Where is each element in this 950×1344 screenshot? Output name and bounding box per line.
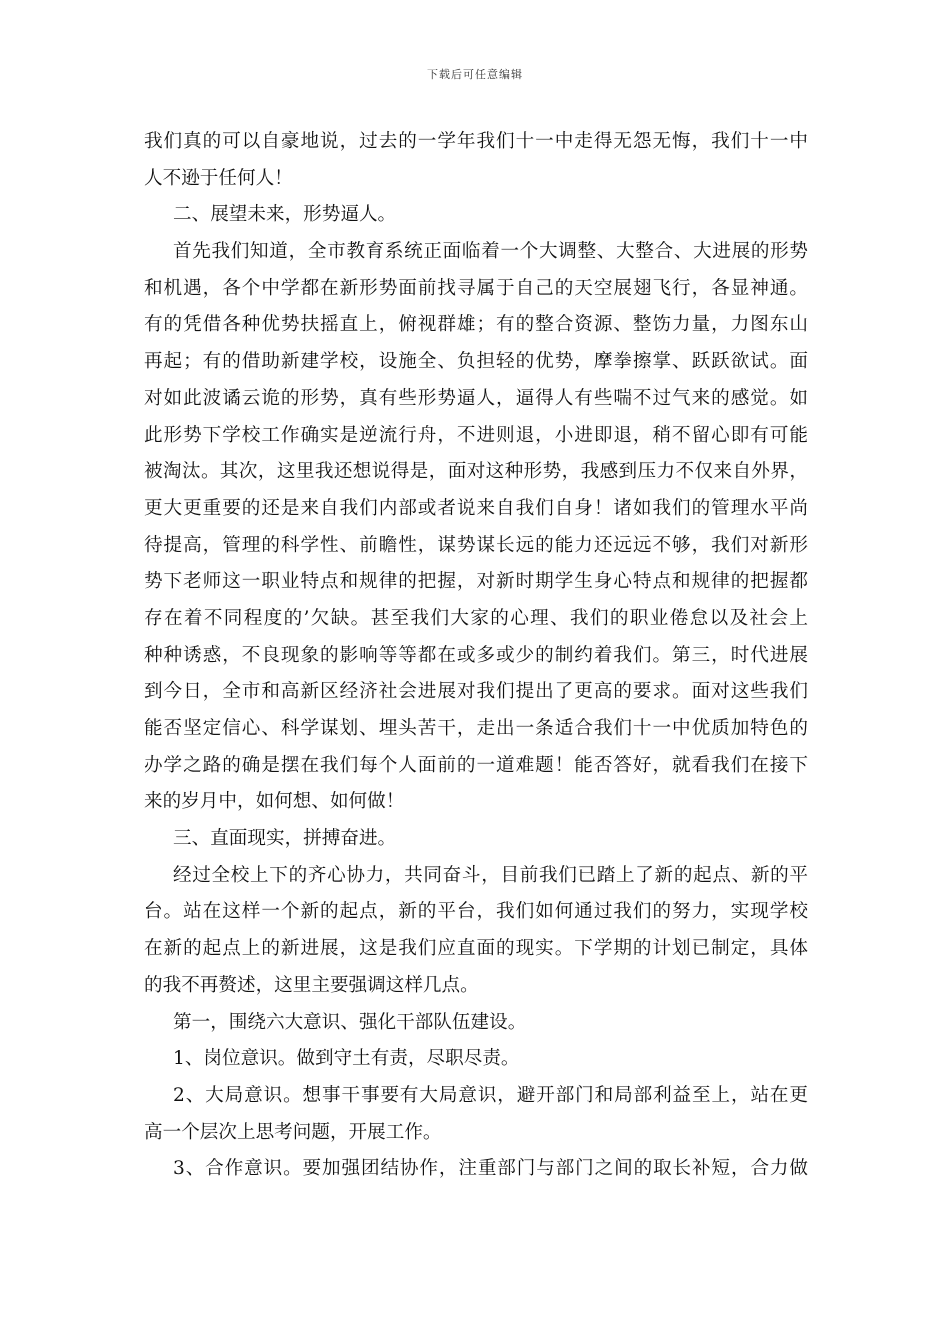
text-line: 人不逊于任何人！ xyxy=(144,167,293,189)
text-line: 被淘汰。其次，这里我还想说得是，面对这种形势，我感到压力不仅来自外界， xyxy=(144,461,808,483)
text-line: 种种诱惑，不良现象的影响等等都在或多或少的制约着我们。第三，时代进展 xyxy=(144,644,808,666)
text-line: 2、大局意识。想事干事要有大局意识，避开部门和局部利益至上，站在更 xyxy=(173,1084,808,1106)
text-line: 办学之路的确是摆在我们每个人面前的一道难题！能否答好，就看我们在接下 xyxy=(144,754,808,776)
text-line: 台。站在这样一个新的起点，新的平台，我们如何通过我们的努力，实现学校 xyxy=(144,901,808,923)
text-line: 此形势下学校工作确实是逆流行舟，不进则退，小进即退，稍不留心即有可能 xyxy=(144,424,808,446)
text-line: 到今日，全市和高新区经济社会进展对我们提出了更高的要求。面对这些我们 xyxy=(144,681,808,703)
text-line: 存在着不同程度的’欠缺。甚至我们大家的心理、我们的职业倦怠以及社会上 xyxy=(144,607,808,629)
document-body xyxy=(144,124,808,1188)
text-line: 经过全校上下的齐心协力，共同奋斗，目前我们已踏上了新的起点、新的平 xyxy=(173,864,808,886)
text-line: 再起；有的借助新建学校，设施全、负担轻的优势，摩拳擦掌、跃跃欲试。面 xyxy=(144,351,808,373)
page-header: 下载后可任意编辑 xyxy=(427,68,523,81)
text-line: 来的岁月中，如何想、如何做！ xyxy=(144,791,405,813)
text-line: 第一，围绕六大意识、强化干部队伍建设。 xyxy=(173,1011,527,1033)
text-line: 首先我们知道，全市教育系统正面临着一个大调整、大整合、大进展的形势 xyxy=(173,241,808,263)
text-line: 更大更重要的还是来自我们内部或者说来自我们自身！诸如我们的管理水平尚 xyxy=(144,497,808,519)
text-line: 的我不再赘述，这里主要强调这样几点。 xyxy=(144,974,479,996)
text-line: 在新的起点上的新进展，这是我们应直面的现实。下学期的计划已制定，具体 xyxy=(144,938,808,960)
text-line: 能否坚定信心、科学谋划、埋头苦干，走出一条适合我们十一中优质加特色的 xyxy=(144,718,808,739)
text-line: 1、岗位意识。做到守土有责，尽职尽责。 xyxy=(173,1048,520,1070)
text-line: 高一个层次上思考问题，开展工作。 xyxy=(144,1121,442,1143)
text-line: 对如此波谲云诡的形势，真有些形势逼人，逼得人有些喘不过气来的感觉。如 xyxy=(144,387,808,409)
text-line: 三、直面现实，拼搏奋进。 xyxy=(173,828,397,850)
text-line: 我们真的可以自豪地说，过去的一学年我们十一中走得无怨无悔，我们十一中 xyxy=(144,131,808,152)
text-line: 有的凭借各种优势扶摇直上，俯视群雄；有的整合资源、整饬力量，力图东山 xyxy=(144,314,808,336)
text-line: 3、合作意识。要加强团结协作，注重部门与部门之间的取长补短，合力做 xyxy=(173,1158,808,1180)
text-line: 势下老师这一职业特点和规律的把握，对新时期学生身心特点和规律的把握都 xyxy=(144,571,808,593)
text-line: 待提高，管理的科学性、前瞻性，谋势谋长远的能力还远远不够，我们对新形 xyxy=(144,534,808,556)
text-line: 二、展望未来，形势逼人。 xyxy=(173,204,397,226)
text-line: 和机遇，各个中学都在新形势面前找寻属于自己的天空展翅飞行，各显神通。 xyxy=(144,277,808,299)
